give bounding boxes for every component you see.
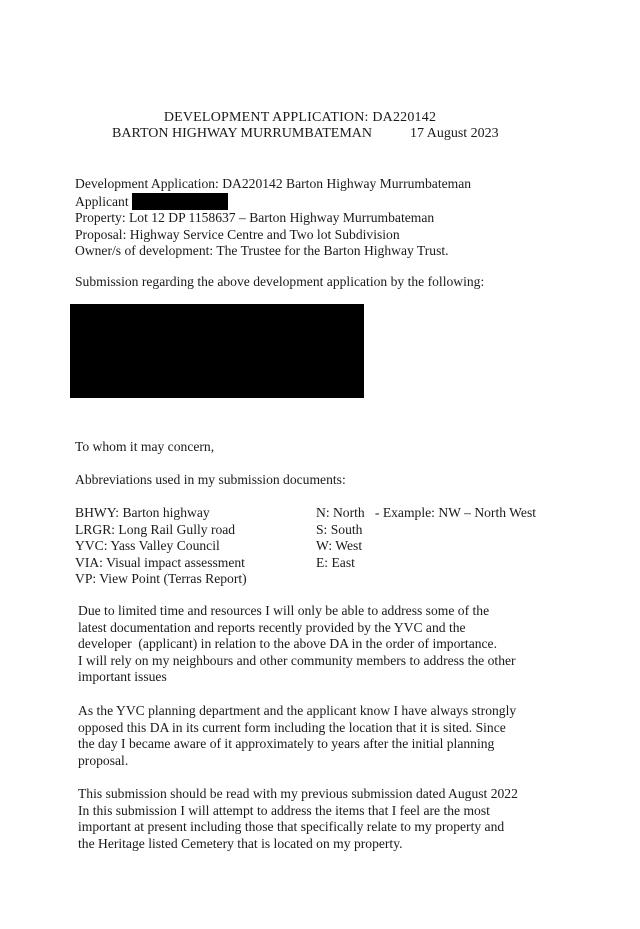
paragraph-line: the Heritage listed Cemetery that is located on my property. [78, 835, 403, 851]
paragraph-limited-time [78, 603, 578, 686]
paragraph-previous-submission [78, 786, 578, 852]
paragraph-line: In this submission I will attempt to address the items that I feel are the most [78, 802, 490, 818]
application-details [75, 176, 575, 260]
direction-item: W: West [316, 538, 363, 554]
abbreviation-item: LRGR: Long Rail Gully road [75, 521, 236, 537]
applicant-label: Applicant [75, 193, 129, 209]
abbreviations-heading: Abbreviations used in my submission documents: [75, 472, 346, 487]
abbreviation-item: VIA: Visual impact assessment [75, 554, 245, 570]
proposal-line: Proposal: Highway Service Centre and Two lot Subdivision [75, 226, 400, 242]
property-line: Property: Lot 12 DP 1158637 – Barton Highway Murrumbateman [75, 210, 435, 226]
paragraph-line: This submission should be read with my previous submission dated August 2022 [78, 786, 518, 801]
development-application-line: Development Application: DA220142 Barton Highway Murrumbateman [75, 176, 472, 191]
direction-abbreviations-list [316, 505, 536, 571]
owners-line: Owner/s of development: The Trustee for the Barton Highway Trust. [75, 243, 449, 259]
abbreviation-item: YVC: Yass Valley Council [75, 538, 220, 554]
paragraph-line: I will rely on my neighbours and other community members to address the other [78, 652, 516, 668]
salutation: To whom it may concern, [75, 439, 215, 454]
paragraph-line: the day I became aware of it approximately to years after the initial planning [78, 736, 495, 752]
direction-item: S: South [316, 521, 363, 537]
paragraph-line: Due to limited time and resources I will only be able to address some of the [78, 603, 490, 618]
direction-item: N: North - Example: NW – North West [316, 505, 537, 520]
paragraph-line: important issues [78, 669, 167, 685]
document-location: BARTON HIGHWAY MURRUMBATEMAN [112, 126, 372, 141]
paragraph-line: proposal. [78, 752, 129, 768]
submitter-redaction [70, 304, 364, 398]
document-title: DEVELOPMENT APPLICATION: DA220142 [163, 110, 437, 125]
abbreviation-item: BHWY: Barton highway [75, 505, 210, 520]
document-date: 17 August 2023 [410, 126, 499, 141]
submission-intro: Submission regarding the above development application by the following: [75, 274, 485, 289]
paragraph-line: opposed this DA in its current form including the location that it is sited. Since [78, 719, 506, 735]
abbreviation-item: VP: View Point (Terras Report) [75, 571, 247, 587]
direction-item: E: East [316, 554, 355, 570]
applicant-redaction [132, 193, 228, 210]
applicant-line [75, 193, 575, 211]
paragraph-line: As the YVC planning department and the applicant know I have always strongly [78, 703, 517, 718]
paragraph-line: developer (applicant) in relation to the above DA in the order of importance. [78, 636, 497, 652]
paragraph-opposition [78, 703, 578, 769]
paragraph-line: important at present including those that specifically relate to my property and [78, 819, 505, 835]
paragraph-line: latest documentation and reports recently provided by the YVC and the [78, 619, 466, 635]
abbreviations-list [75, 505, 247, 588]
